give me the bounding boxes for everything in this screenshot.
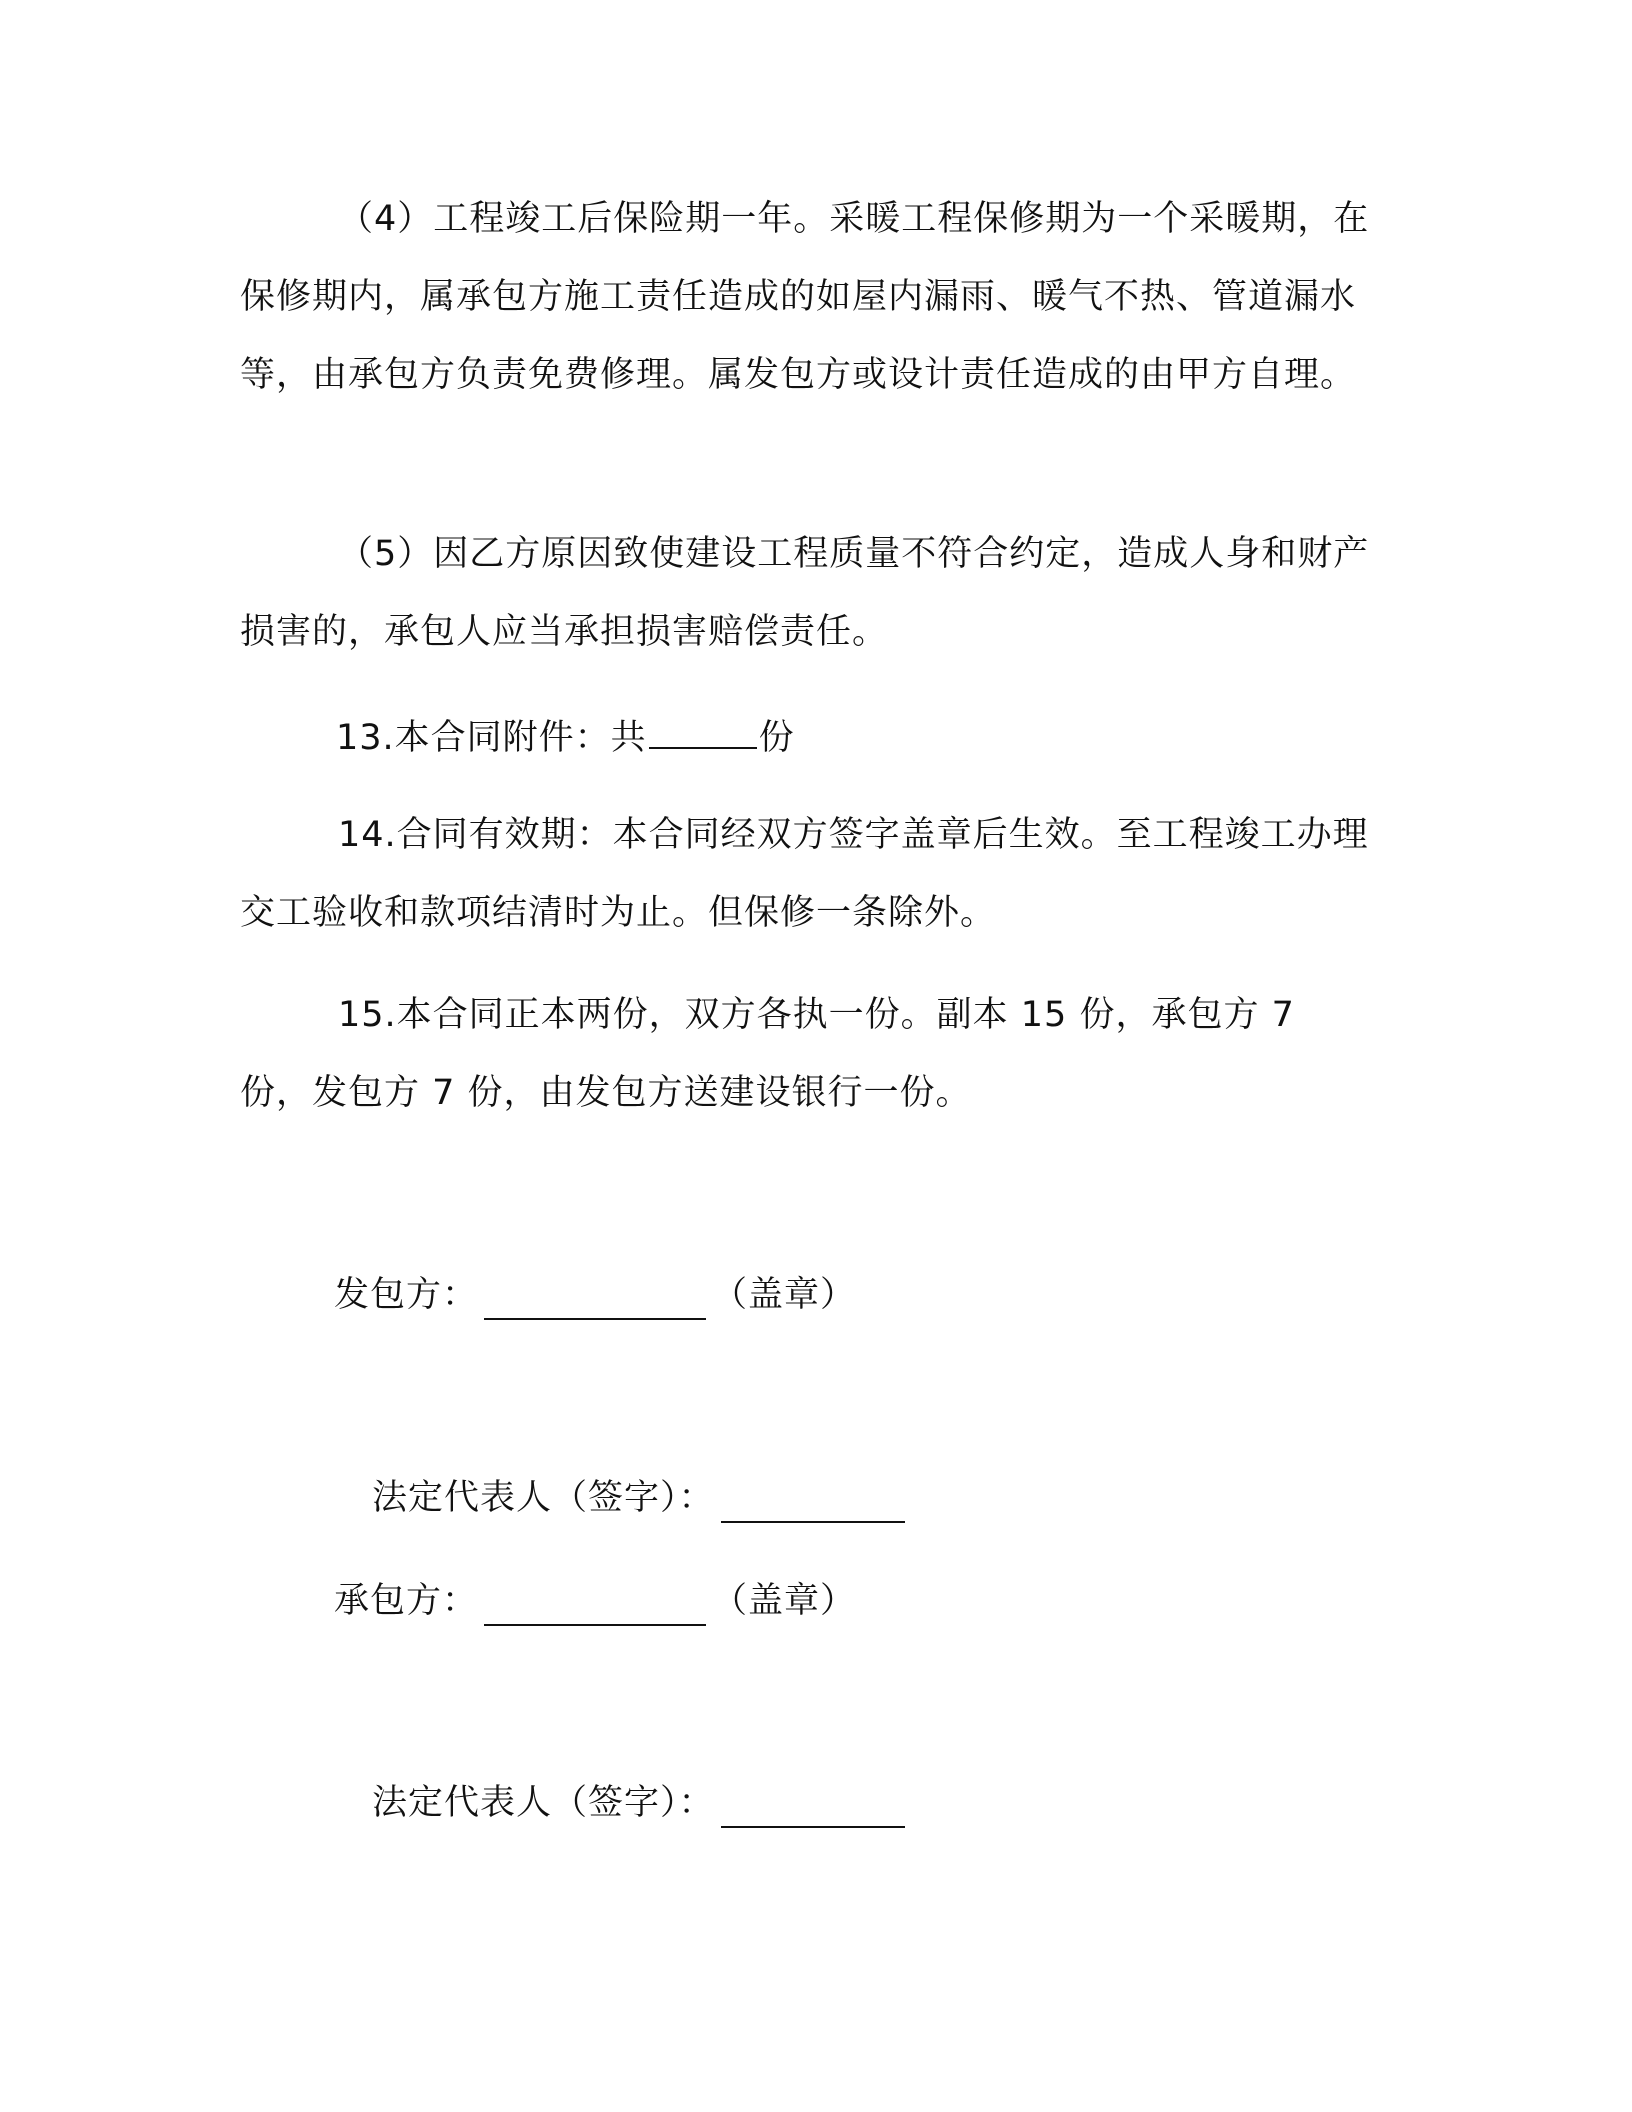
employer-rep-signature-line bbox=[372, 1473, 911, 1523]
contractor-name-blank bbox=[484, 1584, 706, 1626]
clause-13-suffix: 份 bbox=[758, 718, 795, 758]
contractor-label: 承包方： bbox=[334, 1581, 479, 1621]
contractor-rep-blank bbox=[721, 1786, 905, 1828]
contractor-rep-signature-line bbox=[372, 1778, 911, 1828]
employer-name-blank bbox=[484, 1278, 706, 1320]
employer-signature-line bbox=[334, 1270, 856, 1320]
clause-13-prefix: 13.本合同附件：共 bbox=[336, 718, 647, 758]
employer-label: 发包方： bbox=[334, 1275, 479, 1315]
contractor-seal: （盖章） bbox=[712, 1581, 857, 1621]
contractor-signature-line bbox=[334, 1576, 856, 1626]
attachment-count-blank bbox=[649, 707, 757, 749]
clause-4: （4）工程竣工后保险期一年。采暖工程保修期为一个采暖期，在保修期内，属承包方施工责任造成的如屋内漏雨、暖气不热、管道漏水等，由承包方负责免费修理。属发包方或设计责任造成的由甲方自理。 bbox=[240, 199, 1370, 395]
clause-13 bbox=[336, 707, 795, 763]
employer-rep-label: 法定代表人（签字）： bbox=[372, 1478, 715, 1518]
clause-14: 14.合同有效期：本合同经双方签字盖章后生效。至工程竣工办理交工验收和款项结清时为止。但保修一条除外。 bbox=[240, 815, 1369, 933]
employer-rep-blank bbox=[721, 1481, 905, 1523]
employer-seal: （盖章） bbox=[712, 1275, 857, 1315]
clause-15: 15.本合同正本两份，双方各执一份。副本 15 份，承包方 7 份，发包方 7 份，由发包方送建设银行一份。 bbox=[240, 995, 1295, 1113]
clause-5: （5）因乙方原因致使建设工程质量不符合约定，造成人身和财产损害的，承包人应当承担损害赔偿责任。 bbox=[240, 534, 1370, 652]
contractor-rep-label: 法定代表人（签字）： bbox=[372, 1783, 715, 1823]
